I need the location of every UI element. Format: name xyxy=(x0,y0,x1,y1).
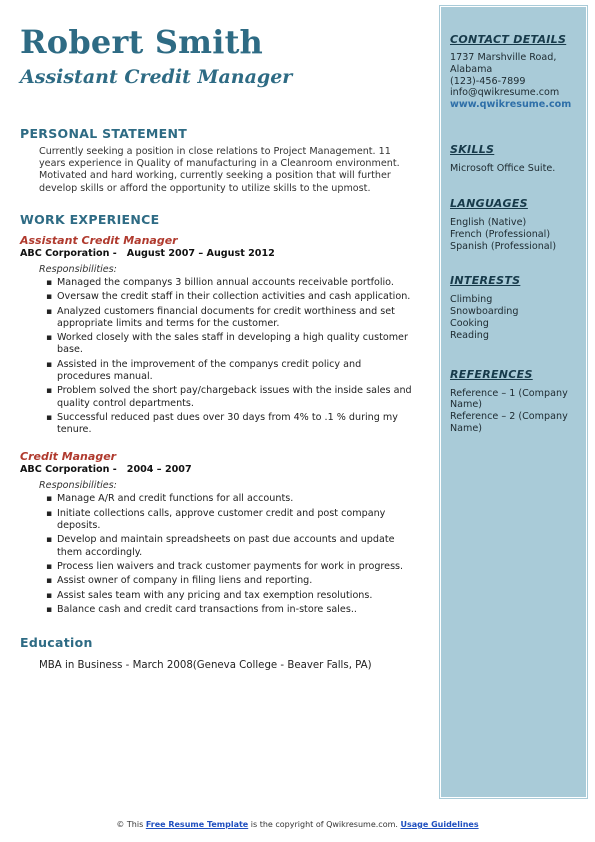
list-item: ▪ Manage A/R and credit functions for all accounts. xyxy=(57,493,417,505)
list-item: English (Native) xyxy=(450,216,527,228)
responsibilities-label: Responsibilities: xyxy=(39,263,117,275)
education-heading: Education xyxy=(20,634,93,650)
contact-phone: (123)-456-7899 xyxy=(450,75,526,87)
contact-email[interactable]: info@qwikresume.com xyxy=(450,87,560,99)
footer xyxy=(0,820,595,829)
list-item: ▪ Successful reduced past dues over 30 days from 4% to .1 % during my tenure. xyxy=(57,412,417,436)
list-item: Reference – 1 (Company Name) xyxy=(450,387,568,411)
contact-address-line1: 1737 Marshville Road, xyxy=(450,52,557,63)
footer-copyright: is the copyright of Qwikresume.com. xyxy=(250,820,398,829)
list-item: ▪ Worked closely with the sales staff in developing a high quality customer base. xyxy=(57,332,417,356)
contact-address-line2: Alabama xyxy=(450,63,493,75)
candidate-role: Assistant Credit Manager xyxy=(20,66,293,88)
job-title: Credit Manager xyxy=(20,450,117,464)
list-item: ▪ Managed the companys 3 billion annual accounts receivable portfolio. xyxy=(57,277,417,289)
responsibilities-list xyxy=(20,493,417,616)
job-entry xyxy=(20,234,420,437)
responsibilities-label: Responsibilities: xyxy=(39,480,117,492)
references-heading: REFERENCES xyxy=(450,367,533,381)
list-item: ▪ Balance cash and credit card transactions from in-store sales.. xyxy=(57,604,417,616)
list-item: ▪ Problem solved the short pay/chargeback issues with the inside sales and quality control departments. xyxy=(57,385,417,409)
list-item: Climbing xyxy=(450,294,493,306)
candidate-name: Robert Smith xyxy=(20,23,264,61)
list-item: ▪ Process lien waivers and track customer payments for work in progress. xyxy=(57,561,417,573)
skills-heading: SKILLS xyxy=(450,143,495,157)
interests-heading: INTERESTS xyxy=(450,274,521,288)
job-entry xyxy=(20,450,420,616)
list-item: ▪ Develop and maintain spreadsheets on past due accounts and update them accordingly. xyxy=(57,534,417,558)
job-company-dates xyxy=(20,464,420,475)
list-item: ▪ Assist sales team with any pricing and tax exemption resolutions. xyxy=(57,590,417,602)
responsibilities-list xyxy=(20,277,417,437)
job-dates: 2004 – 2007 xyxy=(126,464,192,476)
contact-heading: CONTACT DETAILS xyxy=(450,33,567,46)
list-item: Cooking xyxy=(450,317,489,329)
list-item: ▪ Initiate collections calls, approve customer credit and post company deposits. xyxy=(57,508,417,532)
usage-guidelines-link[interactable]: Usage Guidelines xyxy=(400,820,479,829)
main-column xyxy=(20,18,420,671)
list-item: Reading xyxy=(450,329,489,341)
job-company: ABC Corporation - xyxy=(20,247,117,259)
list-item: Microsoft Office Suite. xyxy=(450,163,556,175)
education-entry: MBA in Business - March 2008(Geneva College - Beaver Falls, PA) xyxy=(39,659,372,671)
list-item: ▪ Analyzed customers financial documents for credit worthiness and set appropriate limits and terms for the customer. xyxy=(57,306,417,330)
languages-heading: LANGUAGES xyxy=(450,196,528,210)
contact-website-link[interactable]: www.qwikresume.com xyxy=(450,99,572,111)
list-item: Snowboarding xyxy=(450,306,519,318)
job-title: Assistant Credit Manager xyxy=(20,233,178,247)
personal-statement-heading: PERSONAL STATEMENT xyxy=(20,126,188,141)
free-resume-template-link[interactable]: Free Resume Template xyxy=(145,820,249,829)
sidebar xyxy=(440,6,587,798)
list-item: Reference – 2 (Company Name) xyxy=(450,411,568,434)
list-item: ▪ Assisted in the improvement of the companys credit policy and procedures manual. xyxy=(57,359,417,383)
list-item: French (Professional) xyxy=(450,228,551,240)
job-company: ABC Corporation - xyxy=(20,464,117,476)
work-experience-heading: WORK EXPERIENCE xyxy=(20,211,160,227)
job-dates: August 2007 – August 2012 xyxy=(126,247,275,259)
footer-prefix: © This xyxy=(116,820,144,829)
job-company-dates xyxy=(20,248,420,259)
list-item: Spanish (Professional) xyxy=(450,240,557,252)
personal-statement-text: Currently seeking a position in close relations to Project Management. 11 years experience in Quality of manufacturing in a Cleanroom environment. Motivated and hard working, currently seeking a position that will further develop skills or afford the opportunity to utilize skills to the upmost. xyxy=(39,146,400,194)
list-item: ▪ Oversaw the credit staff in their collection activities and cash application. xyxy=(57,291,417,303)
list-item: ▪ Assist owner of company in filing liens and reporting. xyxy=(57,575,417,587)
